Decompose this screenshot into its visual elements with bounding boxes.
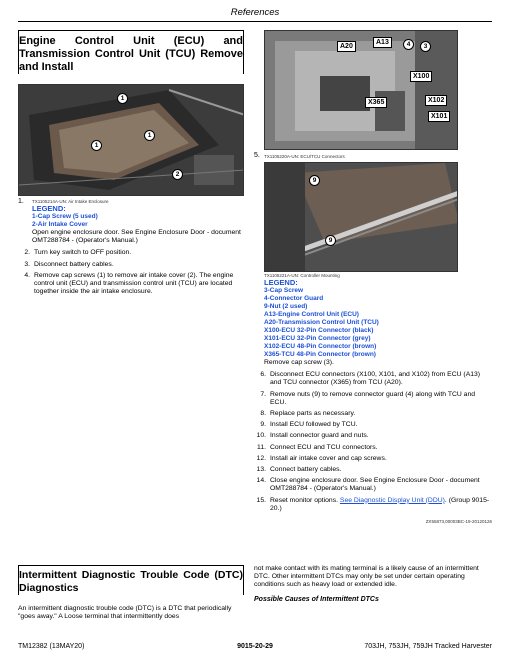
fig6-id: TX1105221A-UN: Controller Mounting: [264, 273, 340, 278]
fig6-text: Remove cap screw (3).: [264, 359, 334, 366]
header-title: References: [230, 7, 280, 18]
fig6-legend-item: A20-Transmission Control Unit (TCU): [264, 319, 379, 326]
callout-1b: 1: [91, 140, 102, 151]
fig5-id: TX1105220A-UN: ECU/TCU Connectors: [264, 154, 345, 159]
callout-x365: X365: [365, 97, 387, 108]
step-12: 12. Install air intake cover and cap screws.: [256, 454, 387, 462]
ecu-tcu-connectors-photo: [264, 30, 458, 150]
right-column: [254, 30, 492, 524]
section2-left-body: [18, 605, 244, 621]
step15-post: . (Group 9015-20.): [270, 496, 490, 512]
fig6-legend-item: X102-ECU 48-Pin Connector (brown): [264, 343, 377, 350]
section2-title-box: [18, 565, 244, 595]
callout-a20: A20: [337, 41, 356, 52]
fig6-legend-title: LEGEND:: [264, 278, 298, 287]
footer-page-number: 9015-20-29: [237, 643, 273, 650]
reference-code: ZX55873,00003BC-19-20120126: [425, 519, 492, 525]
callout-9b: 9: [325, 235, 336, 246]
step15-pre: Reset monitor options.: [270, 496, 339, 504]
callout-4: 4: [403, 39, 414, 50]
page-header: [18, 6, 492, 22]
step-8: 8. Replace parts as necessary.: [260, 410, 356, 418]
diagnostic-display-unit-link[interactable]: See Diagnostic Display Unit (DDU): [339, 496, 445, 504]
fig6-legend-item: X365-TCU 48-Pin Connector (brown): [264, 351, 376, 358]
section2-right-body: [254, 565, 492, 603]
fig6-legend-item: 3-Cap Screw: [264, 287, 304, 294]
air-intake-enclosure-photo: [18, 84, 244, 196]
step-7: 7. Remove nuts (9) to remove connector guard (4) along with TCU and ECU.: [260, 390, 476, 406]
fig1-legend-title: LEGEND:: [32, 204, 66, 213]
left-column: [18, 30, 244, 296]
step-2: 2. Turn key switch to OFF position.: [24, 249, 132, 257]
fig1-legend-item: 1-Cap Screw (5 used): [32, 213, 98, 220]
step-15: 15. Reset monitor options. See Diagnostic Display Unit (DDU). (Group 9015-20.): [256, 496, 490, 512]
fig6-legend-item: X101-ECU 32-Pin Connector (grey): [264, 335, 371, 342]
step-14: 14. Close engine enclosure door. See Engine Enclosure Door - document OMT288784 - (Operator's Manual.): [256, 477, 480, 493]
callout-x101: X101: [428, 111, 450, 122]
fig5-number: 5.: [254, 152, 260, 159]
step-6: 6. Disconnect ECU connectors (X100, X101, and X102) from ECU (A13) and TCU connector (X365) from TCU (A20).: [260, 371, 481, 387]
controller-mounting-illustration: [265, 163, 458, 272]
step-11: 11. Connect ECU and TCU connectors.: [257, 443, 378, 451]
section1-title: Engine Control Unit (ECU) and Transmission Control Unit (TCU) Remove and Install: [19, 35, 243, 73]
footer-model: 703JH, 753JH, 759JH Tracked Harvester: [364, 643, 492, 650]
step-13: 13. Connect battery cables.: [256, 466, 342, 474]
air-intake-illustration: [19, 85, 244, 196]
callout-a13: A13: [373, 37, 392, 48]
step-3: 3. Disconnect battery cables.: [24, 260, 114, 268]
fig6-legend-item: A13-Engine Control Unit (ECU): [264, 311, 359, 318]
fig6-legend-item: 9-Nut (2 used): [264, 303, 308, 310]
controller-mounting-photo: [264, 162, 458, 272]
step-9: 9. Install ECU followed by TCU.: [260, 421, 358, 429]
fig1-legend-item: 2-Air Intake Cover: [32, 221, 88, 228]
callout-3: 3: [420, 41, 431, 52]
fig6-legend-item: X100-ECU 32-Pin Connector (black): [264, 327, 374, 334]
section2-left-text: An intermittent diagnostic trouble code (DTC) is a DTC that periodically "goes away." A Loose terminal that intermittently does: [18, 605, 232, 621]
step-10: 10. Install connector guard and nuts.: [256, 432, 369, 440]
fig6-legend-item: 4-Connector Guard: [264, 295, 324, 302]
section2-title: Intermittent Diagnostic Trouble Code (DTC) Diagnostics: [19, 569, 243, 594]
step-4: 4. Remove cap screws (1) to remove air intake cover (2). The engine control unit (ECU) and transmission control unit (TCU) are located together inside the air intake enclosure.: [24, 271, 234, 296]
section1-title-box: [18, 30, 244, 74]
section2-subheading: Possible Causes of Intermittent DTCs: [254, 595, 379, 603]
callout-1a: 1: [117, 93, 128, 104]
page-footer: [18, 643, 492, 653]
callout-x100: X100: [410, 71, 432, 82]
fig1-id: TX1105214A-UN: Air Intake Enclosure: [32, 199, 109, 204]
section2-right-text: not make contact with its mating terminal is a likely cause of an intermittent DTC. Other intermittent DTCs may only be set under certain operating conditions such as heavy load or extended idle.: [254, 565, 479, 589]
callout-1c: 1: [144, 130, 155, 141]
callout-x102: X102: [425, 95, 447, 106]
callout-9a: 9: [309, 175, 320, 186]
footer-doc-id: TM12382 (13MAY20): [18, 643, 85, 650]
fig1-text: Open engine enclosure door. See Engine Enclosure Door - document OMT288784 - (Operator's Manual.): [32, 229, 241, 245]
callout-2: 2: [172, 169, 183, 180]
fig1-number: 1.: [18, 198, 24, 205]
